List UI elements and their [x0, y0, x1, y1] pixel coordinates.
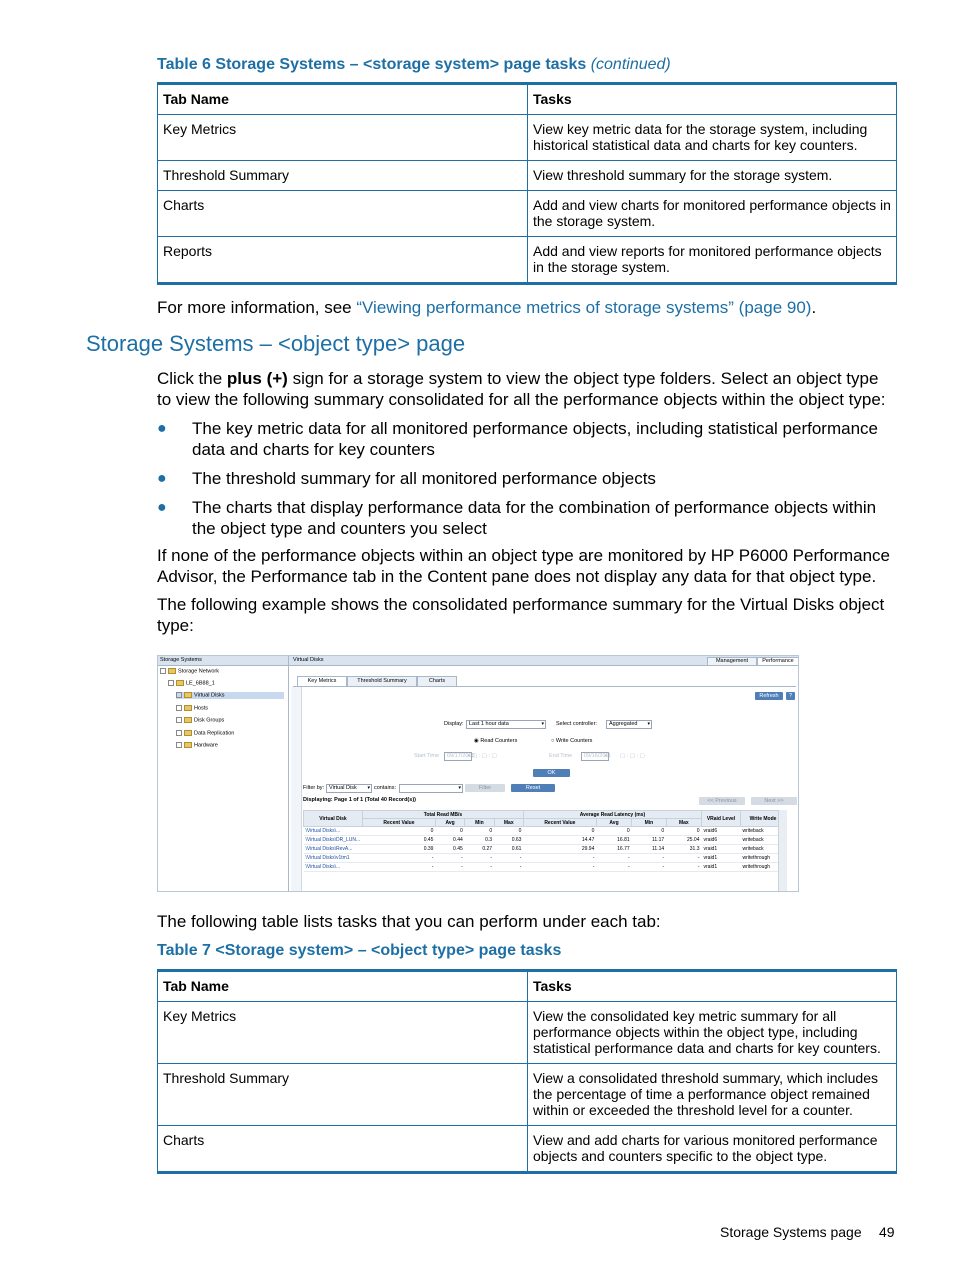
- subtab-threshold-summary[interactable]: Threshold Summary: [347, 676, 417, 687]
- grid-cell: -: [523, 854, 596, 863]
- table6-header-tasks: Tasks: [528, 84, 897, 115]
- table6-cell: View key metric data for the storage system, including historical statistical data and charts for key counters.: [528, 115, 897, 161]
- grid-cell: writethrough: [741, 854, 786, 863]
- end-time-fields[interactable]: ▢ : ▢ : ▢: [620, 753, 645, 759]
- grid-cell: 0: [435, 827, 464, 836]
- grid-header[interactable]: Write Mode: [741, 811, 786, 827]
- grid-cell: -: [435, 863, 464, 872]
- expand-icon[interactable]: [176, 730, 182, 736]
- table7-cell: Key Metrics: [158, 1002, 528, 1064]
- table-row: [158, 1002, 897, 1064]
- virtual-disk-link[interactable]: \Virtual Disks\...: [304, 863, 363, 872]
- grid-cell: 0: [666, 827, 701, 836]
- collapse-icon[interactable]: [160, 668, 166, 674]
- folder-icon: [184, 742, 192, 748]
- grid-cell: -: [596, 854, 631, 863]
- grid-cell: vraid1: [702, 845, 741, 854]
- table6-cell: Key Metrics: [158, 115, 528, 161]
- table7-cell: View and add charts for various monitored performance objects and counters specific to the object type.: [528, 1126, 897, 1173]
- table-row[interactable]: [304, 854, 786, 863]
- storage-tree-panel: [158, 656, 289, 891]
- grid-subheader[interactable]: Max: [494, 819, 523, 827]
- controller-label: Select controller:: [556, 721, 597, 727]
- tree-item-virtual-disks[interactable]: Virtual Disks: [176, 692, 284, 699]
- folder-icon: [184, 692, 192, 698]
- paragraph-example: The following example shows the consolidated performance summary for the Virtual Disks object type:: [157, 595, 885, 635]
- grid-cell: vraid6: [702, 827, 741, 836]
- collapse-icon[interactable]: [168, 680, 174, 686]
- grid-cell: writeback: [741, 836, 786, 845]
- grid-cell: -: [666, 863, 701, 872]
- grid-cell: -: [666, 854, 701, 863]
- grid-cell: 0.61: [494, 845, 523, 854]
- table-row: [158, 115, 897, 161]
- folder-icon: [184, 730, 192, 736]
- grid-subheader[interactable]: Avg: [435, 819, 464, 827]
- table7: [157, 969, 897, 1174]
- table7-header-tasks: Tasks: [528, 971, 897, 1002]
- grid-cell: writeback: [741, 845, 786, 854]
- more-info-paragraph: [157, 297, 897, 318]
- write-counters-radio[interactable]: ○ Write Counters: [551, 738, 593, 744]
- filter-button[interactable]: Filter: [465, 784, 505, 792]
- grid-cell: 0: [523, 827, 596, 836]
- refresh-button[interactable]: Refresh: [755, 692, 783, 700]
- grid-cell: 11.14: [632, 845, 667, 854]
- intro-paragraph: Click the plus (+) sign for a storage system to view the object type folders. Select an object type to view the following summary consolidated for all the performance objects within the object type:: [157, 369, 886, 409]
- virtual-disk-link[interactable]: \Virtual Disks\RevA...: [304, 845, 363, 854]
- footer-section-label: Storage Systems page: [720, 1224, 862, 1240]
- table6-cell: Add and view reports for monitored performance objects in the storage system.: [528, 237, 897, 284]
- content-panel-header: Virtual Disks Management Performance: [289, 656, 798, 666]
- grid-cell: 16.81: [596, 836, 631, 845]
- list-item: ● The threshold summary for all monitored performance objects: [157, 469, 656, 488]
- grid-cell: 0: [465, 827, 494, 836]
- table-row[interactable]: [304, 863, 786, 872]
- bullet-icon: ●: [157, 499, 167, 516]
- grid-cell: 29.94: [523, 845, 596, 854]
- grid-cell: -: [632, 854, 667, 863]
- folder-icon: [184, 705, 192, 711]
- table7-caption: Table 7 <Storage system> – <object type> page tasks: [157, 942, 562, 959]
- grid-cell: -: [494, 863, 523, 872]
- folder-icon: [184, 717, 192, 723]
- tree-item-storage-network[interactable]: Storage Network: [160, 668, 219, 675]
- content-panel: [289, 656, 798, 891]
- grid-cell: 11.17: [632, 836, 667, 845]
- grid-header[interactable]: VRaid Level: [702, 811, 741, 827]
- table6-cell: Threshold Summary: [158, 161, 528, 191]
- virtual-disk-link[interactable]: \Virtual Disks\v1tm1: [304, 854, 363, 863]
- table6-cell: View threshold summary for the storage system.: [528, 161, 897, 191]
- grid-header[interactable]: Total Read MB/s: [363, 811, 524, 819]
- grid-cell: 16.77: [596, 845, 631, 854]
- expand-icon[interactable]: [176, 742, 182, 748]
- grid-cell: 0.44: [435, 836, 464, 845]
- more-info-prefix: For more information, see: [157, 298, 357, 317]
- grid-cell: 0.39: [363, 845, 436, 854]
- grid-cell: -: [632, 863, 667, 872]
- table-row: [158, 191, 897, 237]
- grid-cell: -: [494, 854, 523, 863]
- grid-cell: -: [596, 863, 631, 872]
- table7-cell: Charts: [158, 1126, 528, 1173]
- start-time-fields[interactable]: ▢ : ▢ : ▢: [472, 753, 497, 759]
- grid-subheader[interactable]: Min: [632, 819, 667, 827]
- table-row[interactable]: [304, 836, 786, 845]
- filter-select[interactable]: Virtual Disk ▾: [326, 784, 372, 793]
- grid-cell: vraid6: [702, 836, 741, 845]
- display-select[interactable]: Last 1 hour data ▾: [466, 720, 546, 729]
- grid-cell: -: [435, 854, 464, 863]
- list-item: ● The key metric data for all monitored performance objects, including statistical performance data and charts for key counters: [157, 419, 878, 459]
- more-info-suffix: .: [811, 298, 817, 317]
- table7-cell: View a consolidated threshold summary, which includes the percentage of time a performance object remained within or exceeded the threshold level for a counter.: [528, 1064, 897, 1126]
- table6-cell: Charts: [158, 191, 528, 237]
- list-item: ● The charts that display performance data for the combination of performance objects within the object type and counters you select: [157, 498, 877, 538]
- grid-cell: 0.45: [435, 845, 464, 854]
- start-date-field[interactable]: 09/17/2010 ▾: [444, 752, 472, 761]
- virtual-disk-link[interactable]: \Virtual Disks\DR_LUN...: [304, 836, 363, 845]
- grid-header[interactable]: Virtual Disk: [304, 811, 363, 827]
- expand-icon[interactable]: [176, 705, 182, 711]
- next-button[interactable]: Next >>: [751, 797, 797, 805]
- grid-cell: 25.04: [666, 836, 701, 845]
- tree-item-disk-groups[interactable]: Disk Groups: [176, 717, 224, 724]
- tab-management[interactable]: Management: [707, 657, 757, 666]
- table6: [157, 82, 897, 285]
- contains-label: contains:: [374, 785, 397, 791]
- table6-header-tab: Tab Name: [158, 84, 528, 115]
- grid-scrollbar[interactable]: [778, 810, 787, 891]
- previous-button[interactable]: << Previous: [699, 797, 745, 805]
- grid-cell: -: [465, 854, 494, 863]
- read-counters-radio[interactable]: ◉ Read Counters: [474, 738, 518, 744]
- grid-subheader[interactable]: Recent Value: [363, 819, 436, 827]
- table6-cell: Reports: [158, 237, 528, 284]
- grid-cell: 14.47: [523, 836, 596, 845]
- reset-button[interactable]: Reset: [511, 784, 555, 792]
- table6-cell: Add and view charts for monitored performance objects in the storage system.: [528, 191, 897, 237]
- grid-cell: 0: [363, 827, 436, 836]
- subtab-key-metrics[interactable]: Key Metrics: [297, 676, 347, 687]
- grid-cell: writethrough: [741, 863, 786, 872]
- table-row: [158, 237, 897, 284]
- grid-cell: -: [363, 863, 436, 872]
- paragraph-table-intro: The following table lists tasks that you can perform under each tab:: [157, 912, 661, 931]
- tab-divider: [293, 686, 796, 687]
- section-heading: Storage Systems – <object type> page: [86, 331, 466, 356]
- subtab-charts[interactable]: Charts: [417, 676, 457, 687]
- grid-cell: 0: [632, 827, 667, 836]
- grid-header[interactable]: Average Read Latency (ms): [523, 811, 701, 819]
- grid-subheader[interactable]: Avg: [596, 819, 631, 827]
- bullet-icon: ●: [157, 420, 167, 437]
- virtual-disks-grid: [303, 810, 786, 872]
- table7-cell: Threshold Summary: [158, 1064, 528, 1126]
- grid-cell: 0: [596, 827, 631, 836]
- expand-icon[interactable]: [176, 717, 182, 723]
- tree-item-data-replication[interactable]: Data Replication: [176, 730, 234, 737]
- grid-cell: writeback: [741, 827, 786, 836]
- ok-button[interactable]: OK: [533, 769, 570, 777]
- table-row: [158, 161, 897, 191]
- more-info-link[interactable]: “Viewing performance metrics of storage systems” (page 90): [356, 298, 812, 317]
- grid-subheader[interactable]: Min: [465, 819, 494, 827]
- table-row: [158, 1064, 897, 1126]
- filter-label: Filter by:: [303, 785, 325, 791]
- tree-item-storage-system[interactable]: LE_6B88_1: [168, 680, 215, 687]
- expand-icon[interactable]: [176, 692, 182, 698]
- virtual-disk-link[interactable]: \Virtual Disks\...: [304, 827, 363, 836]
- tab-performance[interactable]: Performance: [757, 657, 799, 666]
- grid-cell: -: [363, 854, 436, 863]
- grid-cell: -: [465, 863, 494, 872]
- grid-cell: vraid1: [702, 854, 741, 863]
- grid-cell: 0.3: [465, 836, 494, 845]
- grid-cell: 0.45: [363, 836, 436, 845]
- network-icon: [168, 668, 176, 674]
- grid-cell: 31.3: [666, 845, 701, 854]
- grid-cell: -: [523, 863, 596, 872]
- grid-cell: vraid1: [702, 863, 741, 872]
- grid-cell: 0.63: [494, 836, 523, 845]
- table-row[interactable]: [304, 827, 786, 836]
- paragraph-monitoring: If none of the performance objects within an object type are monitored by HP P6000 Performance Advisor, the Performance tab in the Content pane does not display any data for that object type.: [157, 546, 890, 586]
- help-button[interactable]: ?: [786, 692, 795, 700]
- grid-cell: 0.27: [465, 845, 494, 854]
- grid-subheader[interactable]: Recent Value: [523, 819, 596, 827]
- tree-item-hardware[interactable]: Hardware: [176, 742, 218, 749]
- table6-caption: Table 6 Storage Systems – <storage system> page tasks (continued): [157, 56, 671, 73]
- table7-cell: View the consolidated key metric summary for all performance objects within the object type, including statistical performance data and charts for key counters.: [528, 1002, 897, 1064]
- controller-select[interactable]: Aggregated ▾: [606, 720, 652, 729]
- page-number: 49: [879, 1224, 895, 1240]
- table-row: [158, 1126, 897, 1173]
- table7-header-tab: Tab Name: [158, 971, 528, 1002]
- grid-subheader[interactable]: Max: [666, 819, 701, 827]
- start-time-label: Start Time: [414, 753, 440, 759]
- display-label: Display:: [444, 721, 464, 727]
- bullet-list: [157, 418, 897, 547]
- tree-panel-header: Storage Systems: [158, 656, 288, 666]
- displaying-status: Displaying: Page 1 of 1 (Total 40 Record(s)): [303, 797, 416, 803]
- grid-cell: 0: [494, 827, 523, 836]
- end-date-field[interactable]: 09/16/2011 ▾: [581, 752, 609, 761]
- bullet-icon: ●: [157, 470, 167, 487]
- tree-item-hosts[interactable]: Hosts: [176, 705, 208, 712]
- contains-input[interactable]: [399, 784, 463, 793]
- table-row[interactable]: [304, 845, 786, 854]
- example-screenshot: [157, 655, 799, 892]
- storage-system-icon: [176, 680, 184, 686]
- collapse-strip[interactable]: [291, 687, 302, 891]
- end-time-label: End Time: [549, 753, 573, 759]
